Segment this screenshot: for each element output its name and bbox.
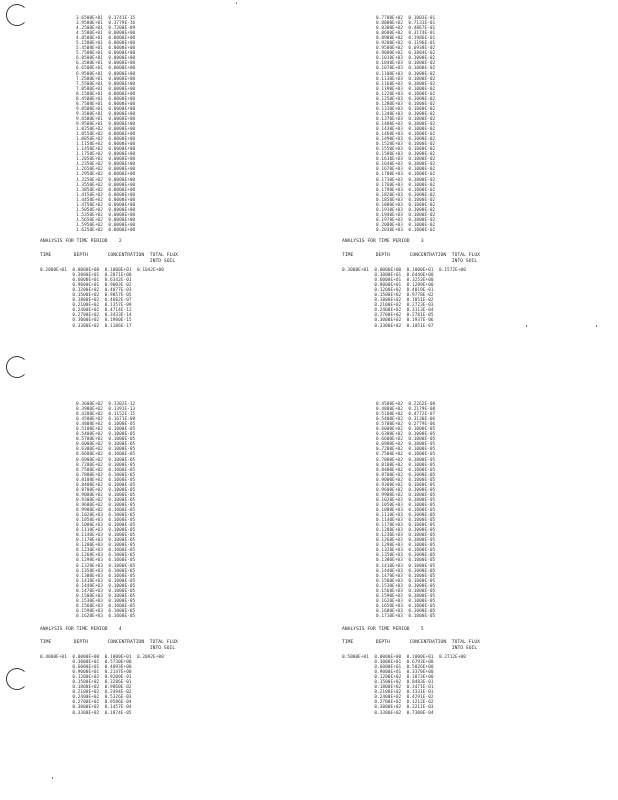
analysis-heading: ANALYSIS FOR TIME PERIOD 5 — [342, 627, 424, 632]
scan-speck — [52, 777, 53, 779]
quadrant-bottom-right-columns — [342, 640, 480, 651]
quadrant-top-right-block — [342, 268, 466, 329]
scan-speck — [526, 325, 527, 327]
punch-hole-top — [6, 4, 28, 26]
punch-hole-middle — [6, 356, 28, 378]
concentration-list: 0.3600E+02 0.1302E-12 0.3900E+02 0.1391E-13 0.4200E+02 0.1152E-15 0.4500E+02 0.1671E-08 0.4800E+02 0.1000E-05 0.5100E+02 0.1000E-05 0.5400E+02 0.1000E-05 0.5700E+02 0.1000E-05 0.6000E+02 0.1000E-05 0.6300E+02 0.1000E-05 0.6600E+02 0.1000E-05 0.6900E+02 0.1000E-05 0.7200E+02 0.1000E-05 0.7500E+02 0.1000E-05 0.7800E+02 0.1000E-05 0.8100E+02 0.1000E-05 0.8400E+02 0.1000E-05 0.8700E+02 0.1000E-05 0.9000E+02 0.1000E-05 0.9300E+02 0.1000E-05 0.9600E+02 0.1000E-05 0.9900E+02 0.1000E-05 0.1020E+03 0.1000E-05 0.1050E+03 0.1000E-05 0.1080E+03 0.1000E-05 0.1110E+03 0.1000E-05 0.1140E+03 0.1000E-05 0.1170E+03 0.1000E-05 0.1200E+03 0.1000E-05 0.1230E+03 0.1000E-05 0.1260E+03 0.1000E-05 0.1290E+03 0.1000E-05 0.1320E+03 0.1000E-05 0.1350E+03 0.1000E-05 0.1380E+03 0.1000E-05 0.1410E+03 0.1000E-05 0.1440E+03 0.1000E-05 0.1470E+03 0.1000E-05 0.1500E+03 0.1000E-05 0.1530E+03 0.1000E-05 0.1560E+03 0.1000E-05 0.1590E+03 0.1000E-05 0.1620E+03 0.1000E-05 — [76, 402, 136, 619]
quadrant-bottom-right-heading — [342, 627, 424, 633]
quadrant-top-left-heading — [40, 239, 122, 245]
column-headers: TIME DEPTH CONCENTRATION TOTAL FLUX INTO SOIL — [40, 640, 178, 651]
scan-speck — [236, 2, 237, 4]
quadrant-bottom-left-columns — [40, 640, 178, 651]
quadrant-top-right-list — [376, 16, 435, 233]
quadrant-top-left-columns — [40, 253, 178, 264]
quadrant-top-right-columns — [342, 253, 480, 264]
results-block: 0.5000E+01 0.0000E+00 0.1000E+01 0.2712E+00 0.3000E+01 0.6793E+00 0.6000E+01 0.5026E+00 0.9000E+01 0.3370E+00 0.1200E+02 0.1873E+00 0.1500E+02 0.8483E-01 0.1800E+02 0.3471E-01 0.2100E+02 0.1331E-01 0.2400E+02 0.4291E-02 0.2700E+02 0.1212E-02 0.3000E+02 0.3211E-03 0.3300E+02 0.7300E-04 — [342, 655, 466, 716]
column-headers: TIME DEPTH CONCENTRATION TOTAL FLUX INTO SOIL — [342, 253, 480, 264]
concentration-list: 0.4500E+02 0.2262E-08 0.4800E+02 0.2179E-08 0.5100E+02 0.4772E-07 0.5400E+02 0.3130E-06 0.5700E+02 0.2779E-06 0.6000E+02 0.1000E-05 0.6300E+02 0.1000E-05 0.6600E+02 0.1000E-05 0.6900E+02 0.1000E-05 0.7200E+02 0.1000E-05 0.7500E+02 0.1000E-05 0.7800E+02 0.1000E-05 0.8100E+02 0.1000E-05 0.8400E+02 0.1000E-05 0.8700E+02 0.1000E-05 0.9000E+02 0.1000E-05 0.9300E+02 0.1000E-05 0.9600E+02 0.1000E-05 0.9900E+02 0.1000E-05 0.1020E+03 0.1000E-05 0.1050E+03 0.1000E-05 0.1080E+03 0.1000E-05 0.1110E+03 0.1000E-05 0.1140E+03 0.1000E-05 0.1170E+03 0.1000E-05 0.1200E+03 0.1000E-05 0.1230E+03 0.1000E-05 0.1260E+03 0.1000E-05 0.1290E+03 0.1000E-05 0.1320E+03 0.1000E-05 0.1350E+03 0.1000E-05 0.1380E+03 0.1000E-05 0.1410E+03 0.1000E-05 0.1440E+03 0.1000E-05 0.1470E+03 0.1000E-05 0.1500E+03 0.1000E-05 0.1530E+03 0.1000E-05 0.1560E+03 0.1000E-05 0.1590E+03 0.1000E-05 0.1620E+03 0.1000E-05 0.1650E+03 0.1000E-05 0.1680E+03 0.1000E-05 0.1710E+03 0.1000E-05 — [376, 402, 436, 619]
quadrant-top-left-block — [40, 268, 164, 329]
quadrant-bottom-left-heading — [40, 627, 122, 633]
quadrant-top-left-list — [76, 16, 135, 233]
scan-speck — [596, 325, 597, 327]
quadrant-bottom-right-block — [342, 655, 466, 716]
results-block: 0.3000E+01 0.0000E+00 0.1000E+01 0.1572E+00 0.3000E+01 0.6440E+00 0.6000E+01 0.3253E+00 0.9000E+01 0.1289E+00 0.1200E+02 0.4019E-01 0.1500E+02 0.9778E-02 0.1800E+02 0.1851E-02 0.2100E+02 0.2723E-03 0.2400E+02 0.3113E-04 0.2700E+02 0.2781E-05 0.3000E+02 0.1937E-06 0.3300E+02 0.1051E-07 — [342, 268, 466, 329]
analysis-heading: ANALYSIS FOR TIME PERIOD 2 — [40, 239, 122, 244]
column-headers: TIME DEPTH CONCENTRATION TOTAL FLUX INTO SOIL — [342, 640, 480, 651]
concentration-list: 0.7700E+02 0.1003E-01 0.8000E+02 0.7131E-01 0.8300E+02 0.4867E-01 0.8600E+02 0.3174E-01 0.8900E+02 0.1986E-01 0.9200E+02 0.1196E-01 0.9500E+02 0.6938E-02 0.9800E+02 0.3884E-02 0.1010E+03 0.1000E-02 0.1040E+03 0.1000E-02 0.1070E+03 0.1000E-02 0.1100E+03 0.1000E-02 0.1130E+03 0.1000E-02 0.1160E+03 0.1000E-02 0.1190E+03 0.1000E-02 0.1220E+03 0.1000E-02 0.1250E+03 0.1000E-02 0.1280E+03 0.1000E-02 0.1310E+03 0.1000E-02 0.1340E+03 0.1000E-02 0.1370E+03 0.1000E-02 0.1400E+03 0.1000E-02 0.1430E+03 0.1000E-02 0.1460E+03 0.1000E-02 0.1490E+03 0.1000E-02 0.1520E+03 0.1000E-02 0.1550E+03 0.1000E-02 0.1580E+03 0.1000E-02 0.1610E+03 0.1000E-02 0.1640E+03 0.1000E-02 0.1670E+03 0.1000E-02 0.1700E+03 0.1000E-02 0.1730E+03 0.1000E-02 0.1760E+03 0.1000E-02 0.1790E+03 0.1000E-02 0.1820E+03 0.1000E-02 0.1850E+03 0.1000E-02 0.1880E+03 0.1000E-02 0.1910E+03 0.1000E-02 0.1940E+03 0.1000E-02 0.1970E+03 0.1000E-02 0.2000E+03 0.1000E-02 0.2030E+03 0.1000E-02 — [376, 16, 436, 233]
analysis-heading: ANALYSIS FOR TIME PERIOD 3 — [342, 239, 424, 244]
concentration-list: 3.6500E+01 0.1741E-15 3.9500E+01 0.3779E-16 4.2500E+01 0.7200E-09 4.5500E+01 0.0000E+00 4.8500E+01 0.0000E+00 5.1500E+01 0.0000E+00 5.4500E+01 0.0000E+00 5.7500E+01 0.0000E+00 6.0500E+01 0.0000E+00 6.3500E+01 0.0000E+00 6.6500E+01 0.0000E+00 6.9500E+01 0.0000E+00 7.2500E+01 0.0000E+00 7.5500E+01 0.0000E+00 7.8500E+01 0.0000E+00 8.1500E+01 0.0000E+00 8.4500E+01 0.0000E+00 8.7500E+01 0.0000E+00 9.0500E+01 0.0000E+00 9.3500E+01 0.0000E+00 9.6500E+01 0.0000E+00 9.9500E+01 0.0000E+00 1.0250E+02 0.0000E+00 1.0550E+02 0.0000E+00 1.0850E+02 0.0000E+00 1.1150E+02 0.0000E+00 1.1450E+02 0.0000E+00 1.1750E+02 0.0000E+00 1.2050E+02 0.0000E+00 1.2350E+02 0.0000E+00 1.2650E+02 0.0000E+00 1.2950E+02 0.0000E+00 1.3250E+02 0.0000E+00 1.3550E+02 0.0000E+00 1.3850E+02 0.0000E+00 1.4150E+02 0.0000E+00 1.4450E+02 0.0000E+00 1.4750E+02 0.0000E+00 1.5050E+02 0.0000E+00 1.5350E+02 0.0000E+00 1.5650E+02 0.0000E+00 1.5950E+02 0.0000E+00 1.6250E+02 0.0000E+00 — [76, 16, 136, 233]
quadrant-top-right-heading — [342, 239, 424, 245]
analysis-heading: ANALYSIS FOR TIME PERIOD 4 — [40, 627, 122, 632]
punch-hole-bottom — [6, 668, 28, 690]
results-block: 0.4000E+01 0.0000E+00 0.1000E+01 0.2092E+00 0.3000E+01 0.5730E+00 0.6000E+01 0.4093E+00 0.9000E+01 0.2147E+00 0.1200E+02 0.9200E-01 0.1500E+02 0.3286E-01 0.1800E+02 0.9860E-02 0.2100E+02 0.2494E-02 0.2400E+02 0.5326E-03 0.2700E+02 0.9586E-04 0.3000E+02 0.1457E-04 0.3300E+02 0.1874E-05 — [40, 655, 164, 716]
quadrant-bottom-left-list — [76, 402, 135, 619]
results-block: 0.2000E+01 0.0000E+00 0.1000E+01 0.1042E+00 0.3000E+01 0.2871E+00 0.6000E+01 0.6342E-01 0.9000E+01 0.9003E-02 0.1200E+02 0.4077E-03 0.1500E+02 0.9857E-05 0.1800E+02 0.4602E-07 0.2100E+02 0.1357E-09 0.2400E+02 0.4714E-12 0.2700E+02 0.3433E-14 0.3000E+02 0.1900E-15 0.3300E+02 0.1186E-17 — [40, 268, 164, 329]
quadrant-bottom-right-list — [376, 402, 435, 619]
quadrant-bottom-left-block — [40, 655, 164, 716]
column-headers: TIME DEPTH CONCENTRATION TOTAL FLUX INTO SOIL — [40, 253, 178, 264]
